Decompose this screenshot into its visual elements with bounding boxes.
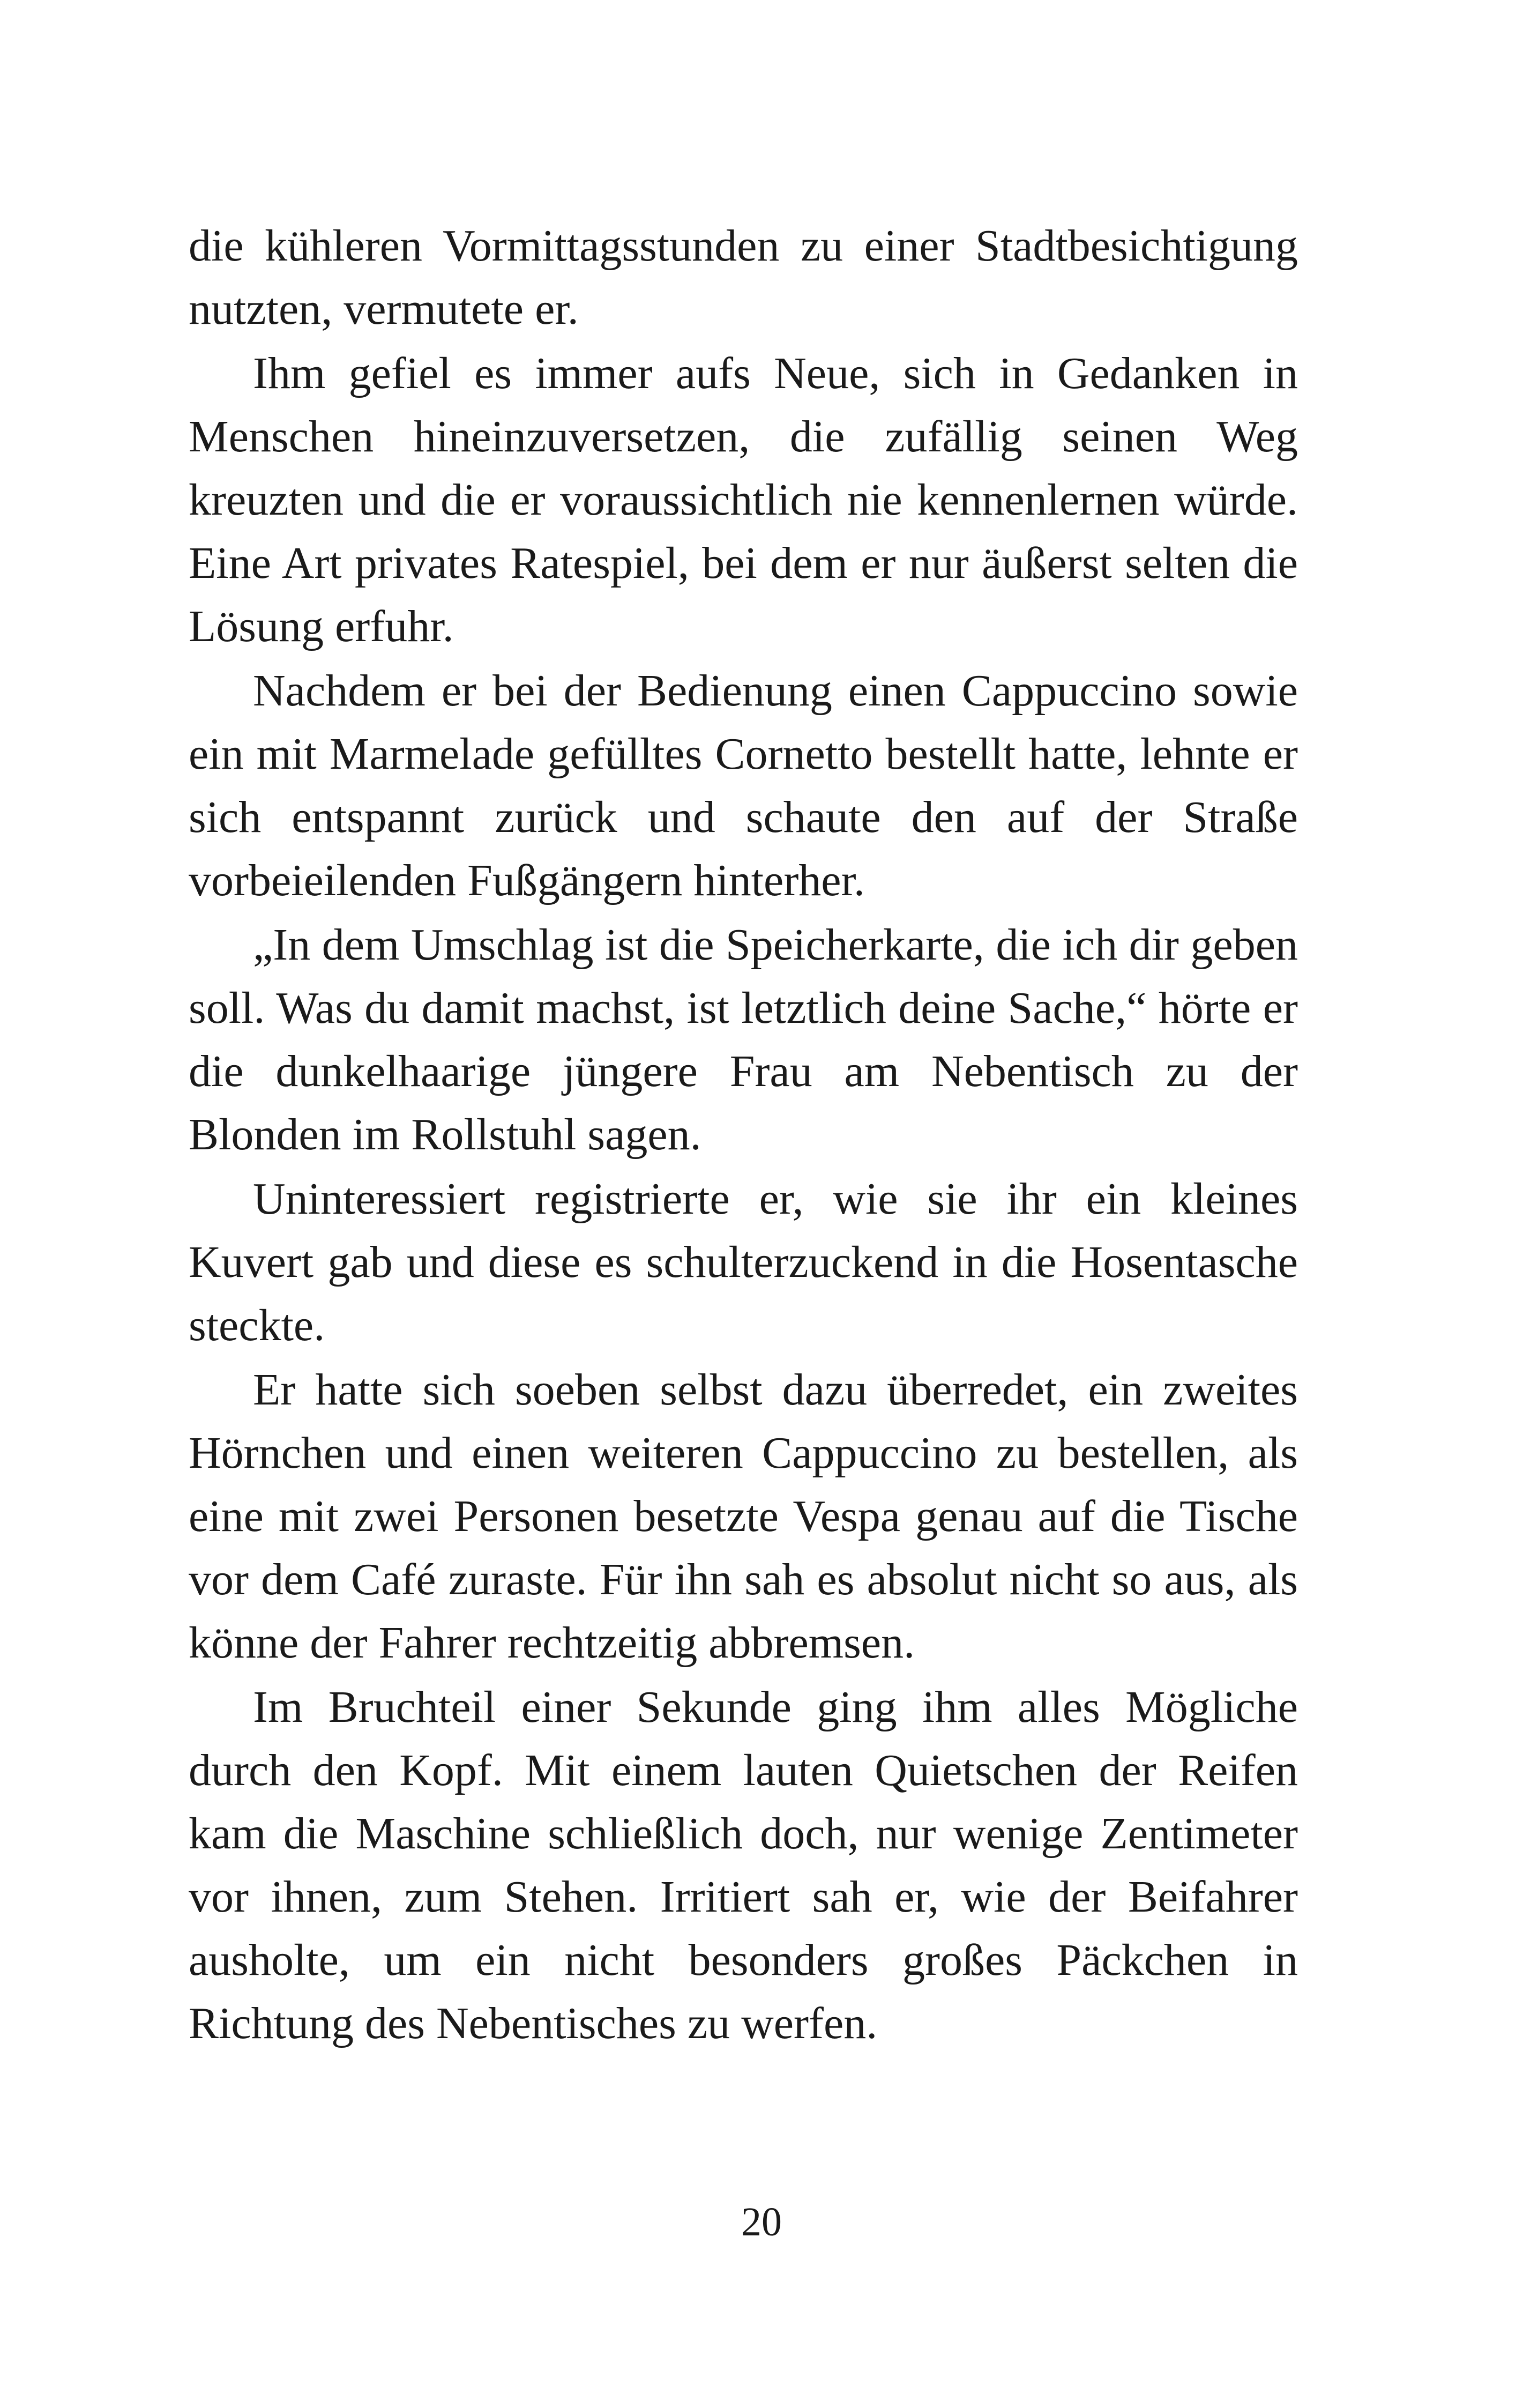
paragraph-1: die kühleren Vormittagsstunden zu einer Stadtbesichtigung nutzten, vermutete er.: [189, 221, 1298, 334]
paragraph-6: Er hatte sich soeben selbst dazu überredet, ein zweites Hörnchen und einen weiteren Cappuccino zu bestellen, als eine mit zwei Personen besetzte Vespa genau auf die Tische vor dem Café zuraste. Für ihn sah es absolut nicht so aus, als könne der Fahrer rechtzeitig abbremsen.: [189, 1365, 1298, 1668]
page-number: 20: [741, 2199, 782, 2245]
paragraph-7: Im Bruchteil einer Sekunde ging ihm alles Mögliche durch den Kopf. Mit einem lauten Quietschen der Reifen kam die Maschine schließlich doch, nur wenige Zentimeter vor ihnen, zum Stehen. Irritiert sah er, wie der Beifahrer ausholte, um ein nicht besonders großes Päckchen in Richtung des Nebentisches zu werfen.: [189, 1682, 1298, 2048]
paragraph-2: Ihm gefiel es immer aufs Neue, sich in Gedanken in Menschen hineinzuversetzen, die zufällig seinen Weg kreuzten und die er voraussichtlich nie kennenlernen würde. Eine Art privates Ratespiel, bei dem er nur äußerst selten die Lösung erfuhr.: [189, 348, 1298, 651]
paragraph-4: „In dem Umschlag ist die Speicherkarte, die ich dir geben soll. Was du damit machst, ist letztlich deine Sache,“ hörte er die dunkelhaarige jüngere Frau am Nebentisch zu der Blonden im Rollstuhl sagen.: [189, 920, 1298, 1160]
page-body: [189, 214, 1298, 2056]
paragraph-3: Nachdem er bei der Bedienung einen Cappuccino sowie ein mit Marmelade gefülltes Cornetto bestellt hatte, lehnte er sich entspannt zurück und schaute den auf der Straße vorbeieilenden Fußgängern hinterher.: [189, 666, 1298, 905]
paragraph-5: Uninteressiert registrierte er, wie sie ihr ein kleines Kuvert gab und diese es schulterzuckend in die Hosentasche steckte.: [189, 1174, 1298, 1350]
